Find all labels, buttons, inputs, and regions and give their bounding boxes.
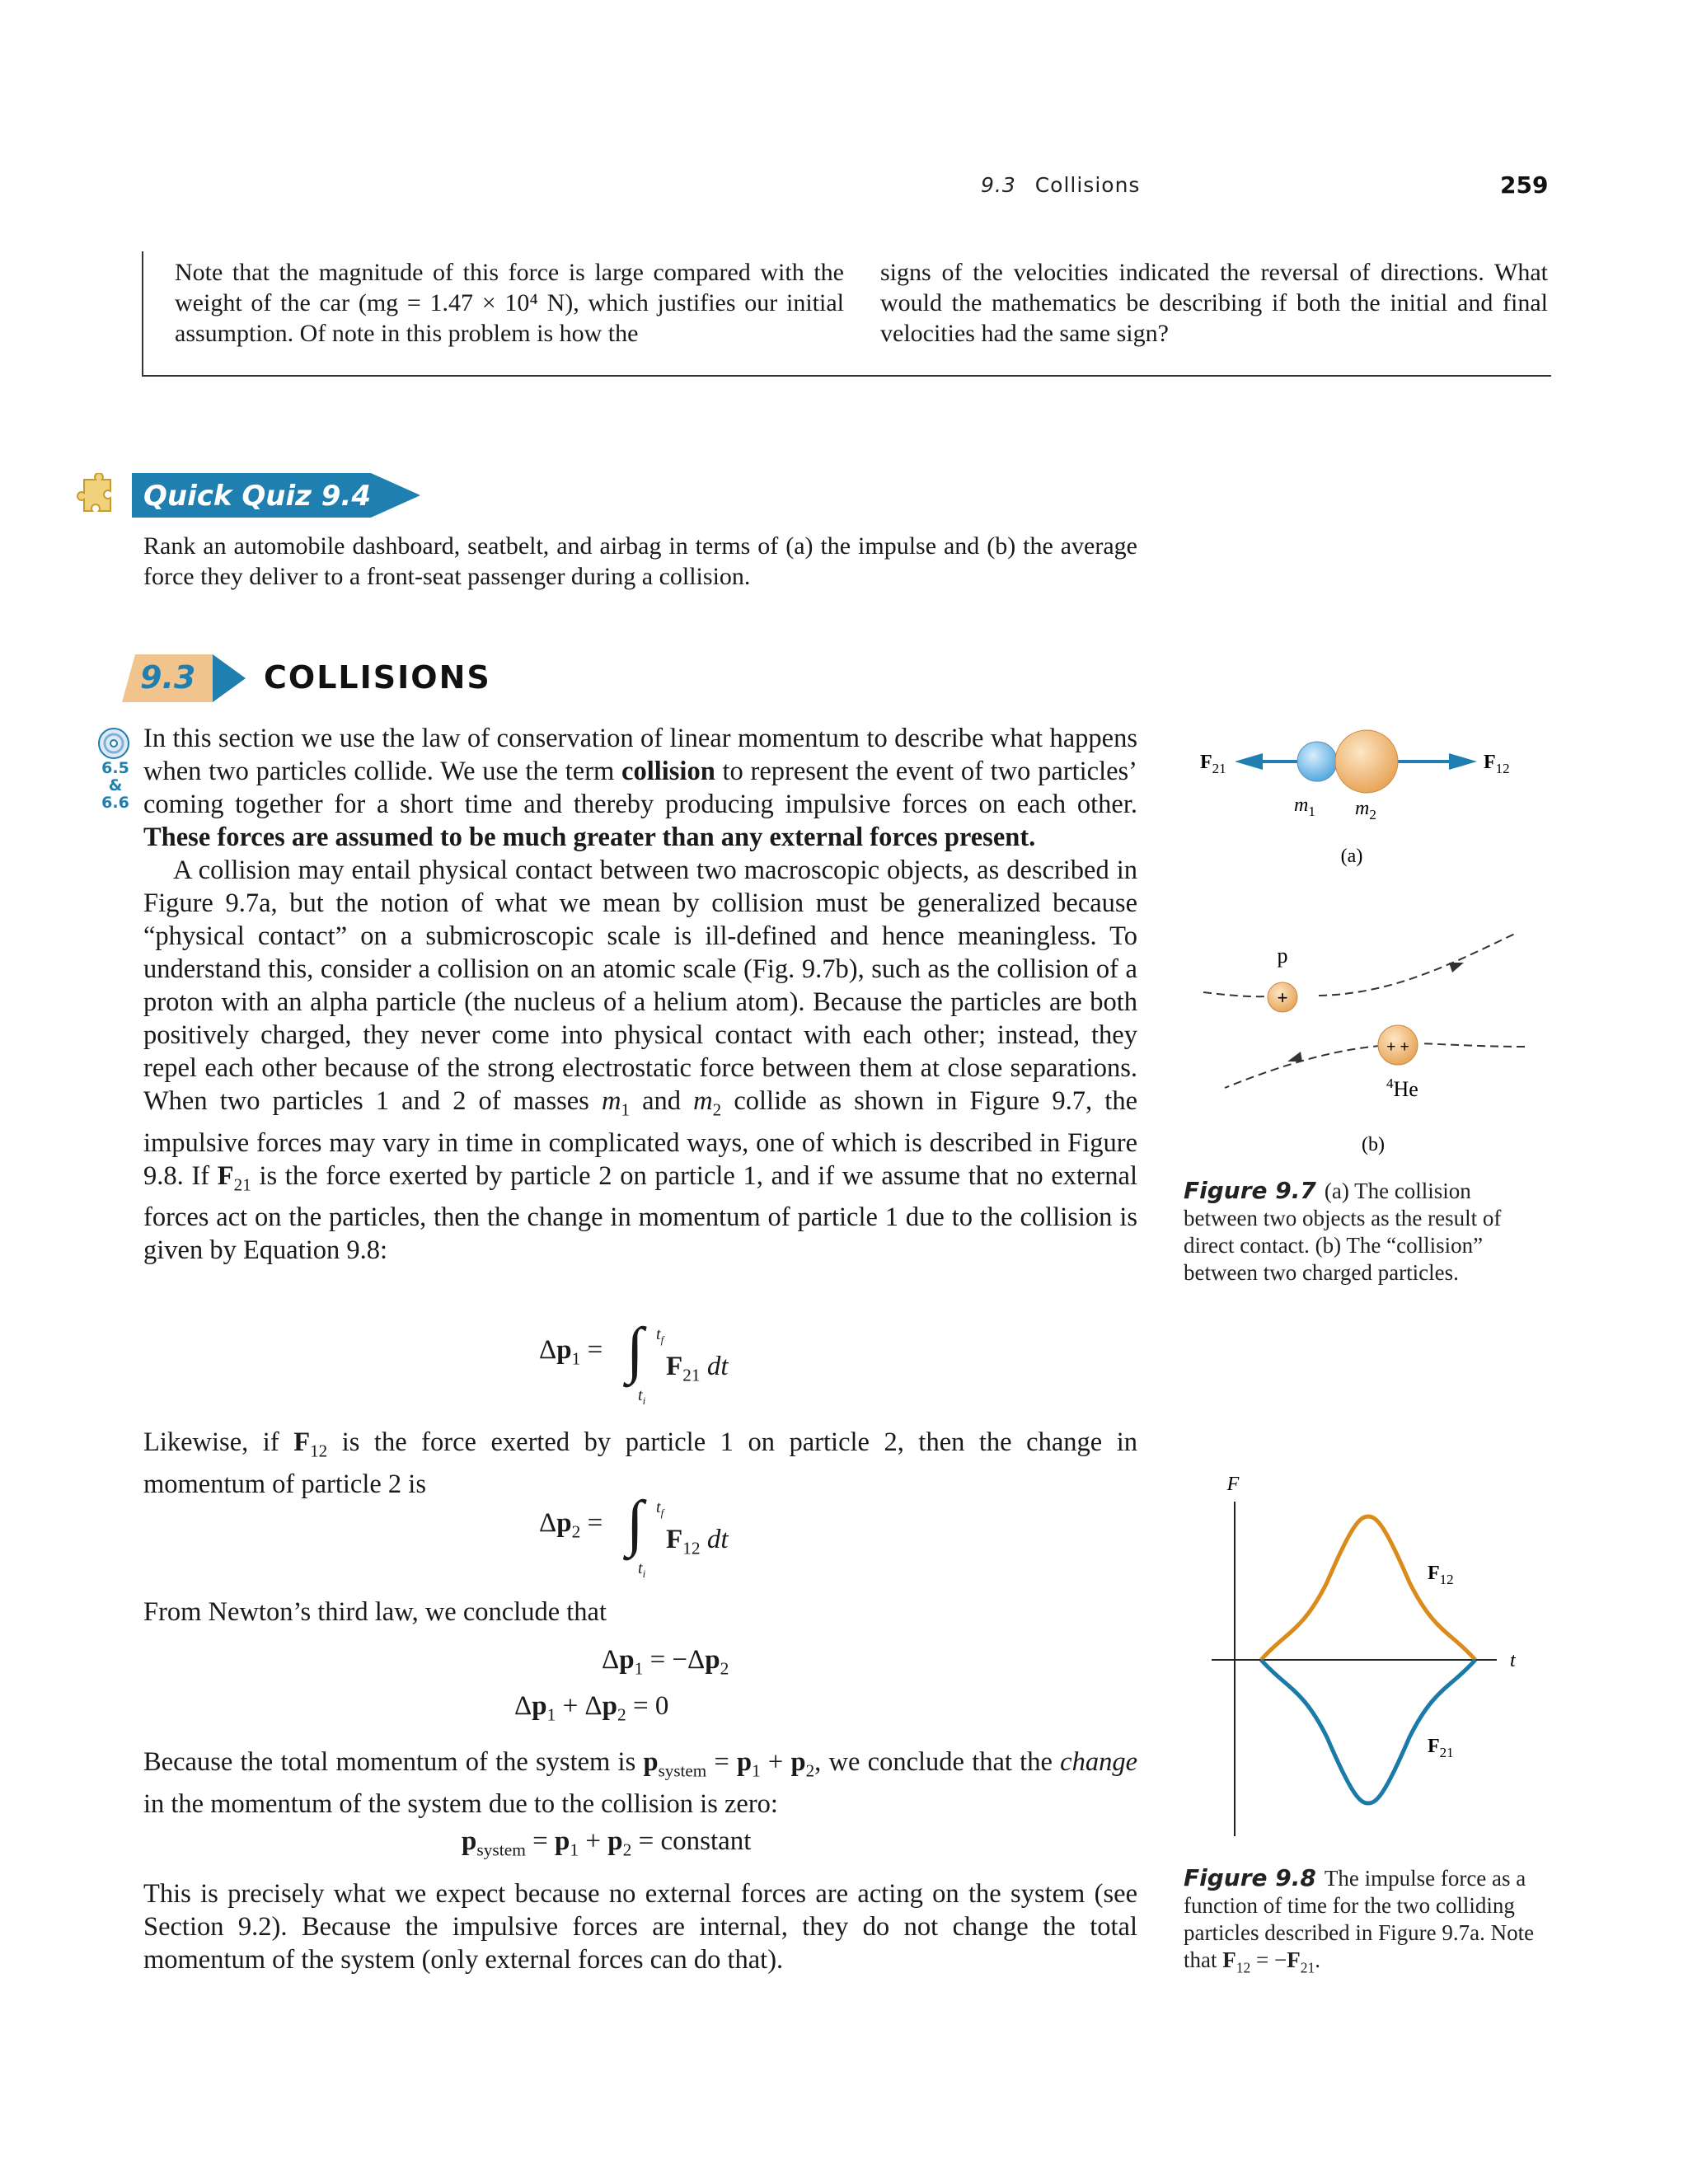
equation-newton-third: $\Delta p_1 = -\Delta p_2$ [602,1645,729,1679]
label-f21: $F_{21}$ [1200,752,1226,776]
alpha-charge: + + [1386,1038,1409,1056]
example-text-left: Note that the magnitude of this force is large compared with the weight of the car (mg = 1.47 × 10⁴ N), which justifies our initial assumption. Of note in this problem is how the [175,259,844,347]
figure-9-7-caption-text: (a) The collision between two objects as the result of direct contact. (b) The “collision” between two charged particles. [1184,1179,1502,1285]
quick-quiz-banner [132,473,420,518]
term-collision: collision [621,757,715,786]
p2-text-c: collide as shown in Figure 9.7, the impulsive forces may vary in time in complicated ways, one of which is described in Figure 9.8. If [143,1086,1138,1191]
label-m1: $m_1$ [1294,794,1315,819]
arrowhead-f21 [1235,753,1263,770]
p5-emphasis-change: change [1060,1747,1137,1777]
arrowhead-f12 [1449,753,1477,770]
figure-9-8-caption-text: The impulse force as a function of time for the two colliding particles described in Figure 9.7a. Note that [1184,1866,1535,1972]
cd-ref-bottom: 6.6 [101,794,129,812]
figure-9-8 [1203,1467,1533,1846]
alpha-path-in [1419,1043,1525,1047]
p5-text-b: , we conclude that the [814,1747,1061,1777]
figure-9-8-number: Figure 9.8 [1184,1864,1316,1891]
puzzle-icon [69,473,119,523]
integral-upper-limit-2: $t_f$ [656,1498,664,1519]
paragraph-4: From Newton’s third law, we conclude that [143,1597,607,1627]
cd-icon [96,725,132,762]
equation-constant: constant [660,1826,752,1856]
cd-ref-amp: & [108,776,123,794]
curve-label-f12: $F_{12}$ [1428,1563,1454,1587]
paragraph-3: Likewise, if $F_{12}$ is the force exerted by particle 1 on particle 2, then the change in momentum of particle 2 is [143,1427,1138,1499]
integrand-2: $F_{12}$ dt [666,1525,729,1558]
label-m2: $m_2$ [1355,798,1376,823]
header-section-name: Collisions [1034,173,1141,197]
equation-delta-p1: $\Delta p_1$ = [539,1335,603,1369]
curve-f12 [1261,1516,1475,1660]
label-b: (b) [1362,1134,1385,1155]
p1-text-b: to represent the event of two particles’ coming together for a short time and thereby producing impulsive forces on each other. [143,757,1137,819]
integral-sign-2: ∫ [626,1488,644,1558]
equation-system-momentum: $p_{system} = p_1 + p_2$ = constant [462,1826,752,1860]
axis-label-f: F [1226,1474,1240,1495]
particle-m2 [1335,730,1398,793]
p3-text-a: Likewise, if [143,1427,294,1457]
proton-path-arrow [1449,963,1464,972]
p2-text-a: A collision may entail physical contact between two macroscopic objects, as described in Figure 9.7a, but the notion of what we mean by collision must be generalized because “physical contact” on a submicroscopic scale is ill-defined and hence meaningless. To understand this, consider a collision on an atomic scale (Fig. 9.7b), such as the collision of a proton with an alpha particle (the nucleus of a helium atom). Because the particles are both positively charged, they never come into physical contact with each other; instead, they repel each other because of the strong electrostatic force between them at close separations. When two particles 1 and 2 of masses [143,855,1137,1116]
section-title: COLLISIONS [264,659,491,696]
p3-text-b: is the force exerted by particle 1 on particle 2, then the change in momentum of particle 2 is [143,1427,1138,1499]
cd-ref-top: 6.5 [101,759,129,777]
paragraph-5: Because the total momentum of the system is $p_{system} = p_1 + p_2$, we conclude that the change in the momentum of the system due to the collision is zero: [143,1747,1137,1819]
example-text-right: signs of the velocities indicated the reversal of directions. What would the mathematics be describing if both the initial and final velocities had the same sign? [880,259,1548,347]
p5-text-a: Because the total momentum of the system is [143,1747,644,1777]
p1-text-a: In this section we use the law of conservation of linear momentum to describe what happens when two particles collide. We use the term [143,724,1137,786]
integral-lower-limit-1: $t_i$ [638,1386,646,1407]
proton-charge: + [1277,987,1288,1008]
header-section-number: 9.3 [981,173,1016,197]
page-number: 259 [1500,171,1549,199]
label-p: p [1277,944,1288,968]
section-number: 9.3 [140,659,196,696]
figure-9-8-caption: Figure 9.8 The impulse force as a function of time for the two colliding particles described in Figure 9.7a. Note that $F_{12} = -F_{21}$. [1184,1864,1535,1976]
paragraph-6: This is precisely what we expect because no external forces are acting on the system (see Section 9.2). Because the impulsive forces are internal, they do not change the total momentum of the system (only external forces can do that). [143,1879,1137,1975]
figure-9-7 [1179,717,1541,1179]
equation-zero: 0 [654,1691,669,1721]
particle-m1 [1297,742,1337,781]
label-a: (a) [1340,846,1363,867]
curve-f21 [1261,1660,1475,1803]
alpha-path-out [1225,1045,1395,1088]
integral-lower-limit-2: $t_i$ [638,1559,646,1580]
axis-label-t: t [1510,1650,1516,1671]
running-header-section [981,173,1140,197]
section-number-tab [122,651,247,705]
alpha-path-arrow [1287,1052,1302,1062]
figure-9-7-caption [1184,1177,1546,1286]
cd-reference [99,760,132,812]
curve-label-f21: $F_{21}$ [1428,1736,1454,1760]
integral-upper-limit-1: $t_f$ [656,1325,664,1346]
quick-quiz-text: Rank an automobile dashboard, seatbelt, and airbag in terms of (a) the impulse and (b) the average force they deliver to a front-seat passenger during a collision. [143,532,1137,590]
section-body [143,722,1137,1267]
p2-text-b: and [630,1086,694,1116]
figure-9-7-number: Figure 9.7 [1184,1177,1316,1204]
equation-delta-p2: $\Delta p_2$ = [539,1508,603,1542]
proton-path-out [1319,933,1517,996]
label-f12: $F_{12}$ [1484,752,1510,776]
integrand-1: $F_{21}$ dt [666,1352,729,1385]
p5-text-c: in the momentum of the system due to the collision is zero: [143,1788,778,1819]
p2-text-d: is the force exerted by particle 2 on particle 1, and if we assume that no external forces act on the particles, then the change in momentum of particle 1 due to the collision is given by Equation 9.8: [143,1160,1137,1265]
paragraph-2: A collision may entail physical contact between two macroscopic objects, as described in Figure 9.7a, but the notion of what we mean by collision must be generalized because “physical contact” on a submicroscopic scale is ill-defined and hence meaningless. To understand this, consider a collision on an atomic scale (Fig. 9.7b), such as the collision of a proton with an alpha particle (the nucleus of a helium atom). Because the particles are both positively charged, they never come into physical contact with each other; instead, they repel each other because of the strong electrostatic force between them at close separations. When two particles 1 and 2 of masses $m_1$ and $m_2$ collide as shown in Figure 9.7, the impulsive forces may vary in time in complicated ways, one of which is described in Figure 9.8. If $F_{21}$ is the force exerted by particle 2 on particle 1, and if we assume that no external forces act on the particles, then the change in momentum of particle 1 due to the collision is given by Equation 9.8: [143,855,1138,1265]
equation-sum-zero: $\Delta p_1 + \Delta p_2 = 0$ [514,1691,669,1725]
integral-sign-1: ∫ [626,1315,644,1385]
quick-quiz-title: Quick Quiz 9.4 [143,480,371,513]
paragraph-1 [143,722,1137,854]
p1-bold-statement: These forces are assumed to be much greater than any external forces present. [143,823,1036,852]
label-he: $^4$He [1386,1076,1418,1101]
